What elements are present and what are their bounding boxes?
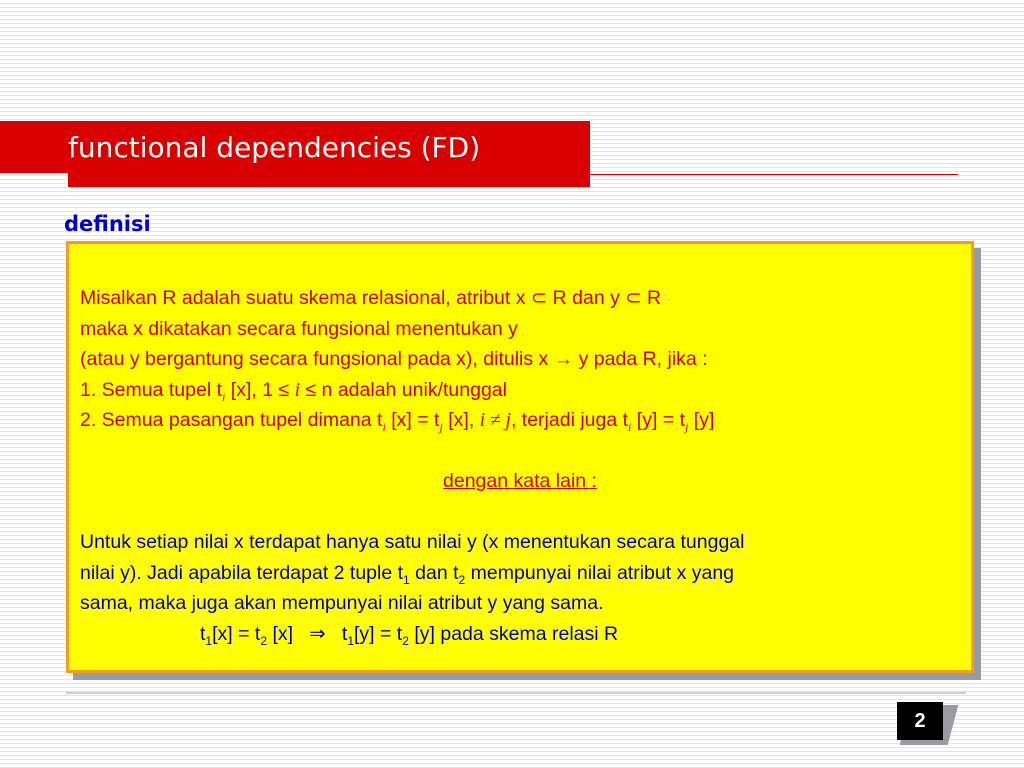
- definition-line-2: maka x dikatakan secara fungsional menentukan y: [80, 317, 518, 340]
- definition-line-1: Misalkan R adalah suatu skema relasional, atribut x ⊂ R dan y ⊂ R: [80, 287, 662, 309]
- definition-line-4: 1. Semua tupel $t_i$ [x], 1 ≤ i ≤ n adalah unik/tunggal: [80, 378, 507, 404]
- subset-symbol: ⊂: [625, 287, 642, 309]
- alternate-line-2: nilai y). Jadi apabila terdapat 2 tuple $t_1$ dan $t_2$ mempunyai nilai atribut x yang: [80, 561, 735, 587]
- page-number: 2: [897, 702, 943, 740]
- alternate-line-3: sama, maka juga akan mempunyai nilai atribut y yang sama.: [80, 592, 604, 614]
- definition-line-5: 2. Semua pasangan tupel dimana $t_i$ $[x] = t_j$ [x], i ≠ j, terjadi juga $t_i$ $[y] = t_j$ [y]: [80, 409, 715, 434]
- definition-content: [80, 283, 960, 649]
- alternate-heading: dengan kata lain :: [443, 470, 597, 492]
- subheading: definisi: [64, 212, 151, 236]
- title-rule: [590, 174, 958, 175]
- right-arrow-symbol: →: [553, 348, 574, 370]
- alternate-line-1: Untuk setiap nilai x terdapat hanya satu nilai y (x menentukan secara tunggal: [80, 531, 745, 553]
- implies-symbol: ⇒: [309, 622, 326, 645]
- spacer: [80, 497, 960, 528]
- slide-title: functional dependencies (FD): [68, 131, 481, 164]
- spacer: [80, 436, 960, 467]
- definition-line-3: (atau y bergantung secara fungsional pada x), ditulis x → y pada R, jika :: [80, 348, 708, 370]
- fd-formula: $t_1[x] = t_2$ [x] ⇒ $t_1[y] = t_2$ [y] pada skema relasi R: [200, 622, 619, 648]
- subset-symbol: ⊂: [530, 287, 548, 309]
- bottom-rule: [66, 692, 966, 694]
- title-bar-underline: [68, 173, 590, 187]
